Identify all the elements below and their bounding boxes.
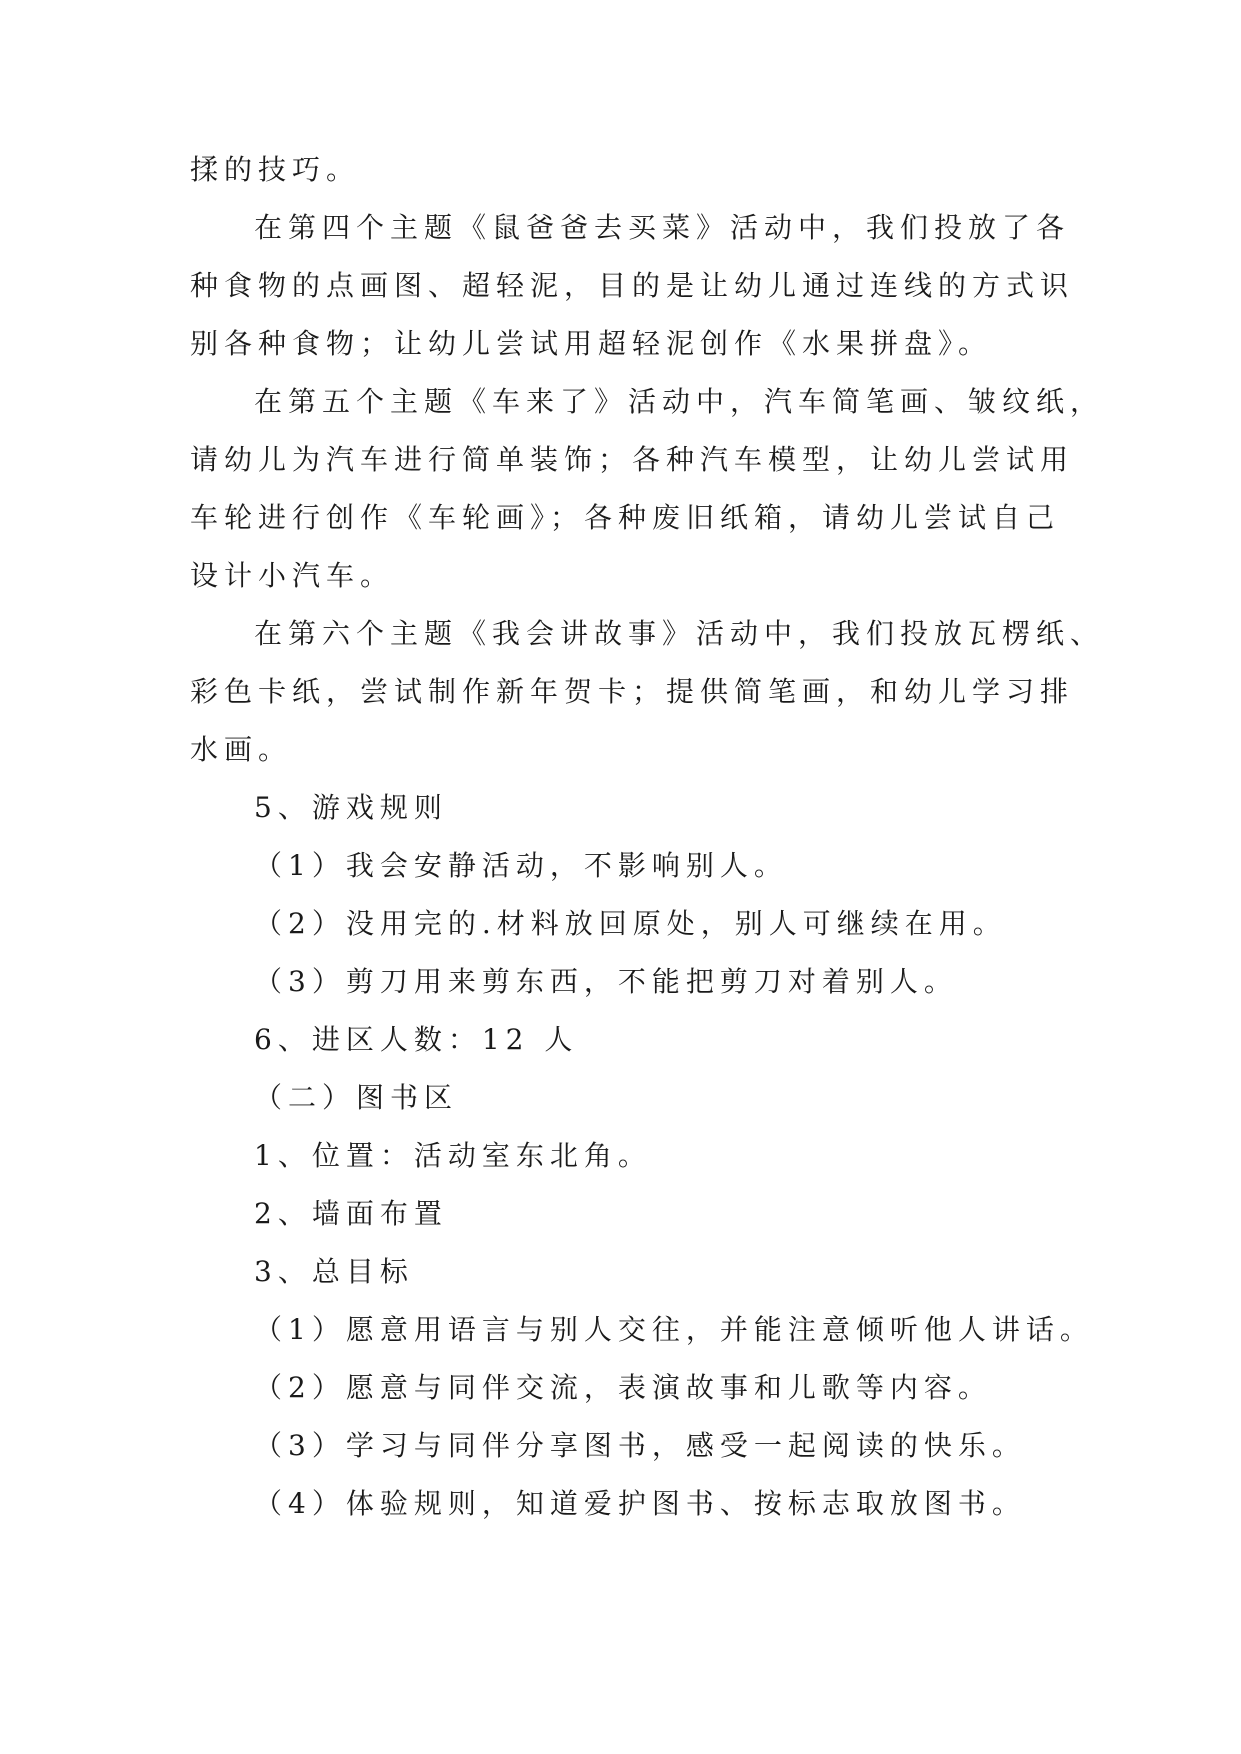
list-item: （4）体验规则，知道爱护图书、按标志取放图书。: [254, 1487, 1026, 1520]
paragraph-line: 水画。: [190, 733, 293, 766]
paragraph-line: 种食物的点画图、超轻泥，目的是让幼儿通过连线的方式识: [190, 269, 1075, 302]
paragraph-line: 别各种食物；让幼儿尝试用超轻泥创作《水果拼盘》。: [190, 327, 993, 360]
paragraph-line: 设计小汽车。: [190, 559, 395, 592]
paragraph-line: 请幼儿为汽车进行简单装饰；各种汽车模型，让幼儿尝试用: [190, 443, 1075, 476]
paragraph-line: 揉的技巧。: [190, 153, 361, 186]
list-item: （2）愿意与同伴交流，表演故事和儿歌等内容。: [254, 1371, 992, 1404]
paragraph-line: 在第四个主题《鼠爸爸去买菜》活动中，我们投放了各: [254, 211, 1071, 244]
section-heading: 1、位置：活动室东北角。: [254, 1139, 652, 1172]
section-heading: 3、总目标: [254, 1255, 414, 1288]
section-heading: 5、游戏规则: [254, 791, 448, 824]
list-item: （2）没用完的.材料放回原处，别人可继续在用。: [254, 907, 1007, 940]
section-heading: （二）图书区: [254, 1081, 459, 1114]
paragraph-line: 在第五个主题《车来了》活动中，汽车简笔画、皱纹纸，: [254, 385, 1105, 418]
document-body: [190, 153, 1105, 1547]
paragraph-line: 彩色卡纸，尝试制作新年贺卡；提供简笔画，和幼儿学习排: [190, 675, 1075, 708]
list-item: （3）学习与同伴分享图书，感受一起阅读的快乐。: [254, 1429, 1026, 1462]
section-heading: 6、进区人数：12 人: [254, 1023, 579, 1056]
list-item: （1）愿意用语言与别人交往，并能注意倾听他人讲话。: [254, 1313, 1094, 1346]
section-heading: 2、墙面布置: [254, 1197, 448, 1230]
list-item: （1）我会安静活动，不影响别人。: [254, 849, 788, 882]
list-item: （3）剪刀用来剪东西，不能把剪刀对着别人。: [254, 965, 958, 998]
paragraph-line: 在第六个主题《我会讲故事》活动中，我们投放瓦楞纸、: [254, 617, 1105, 650]
paragraph-line: 车轮进行创作《车轮画》；各种废旧纸箱，请幼儿尝试自己: [190, 501, 1061, 534]
